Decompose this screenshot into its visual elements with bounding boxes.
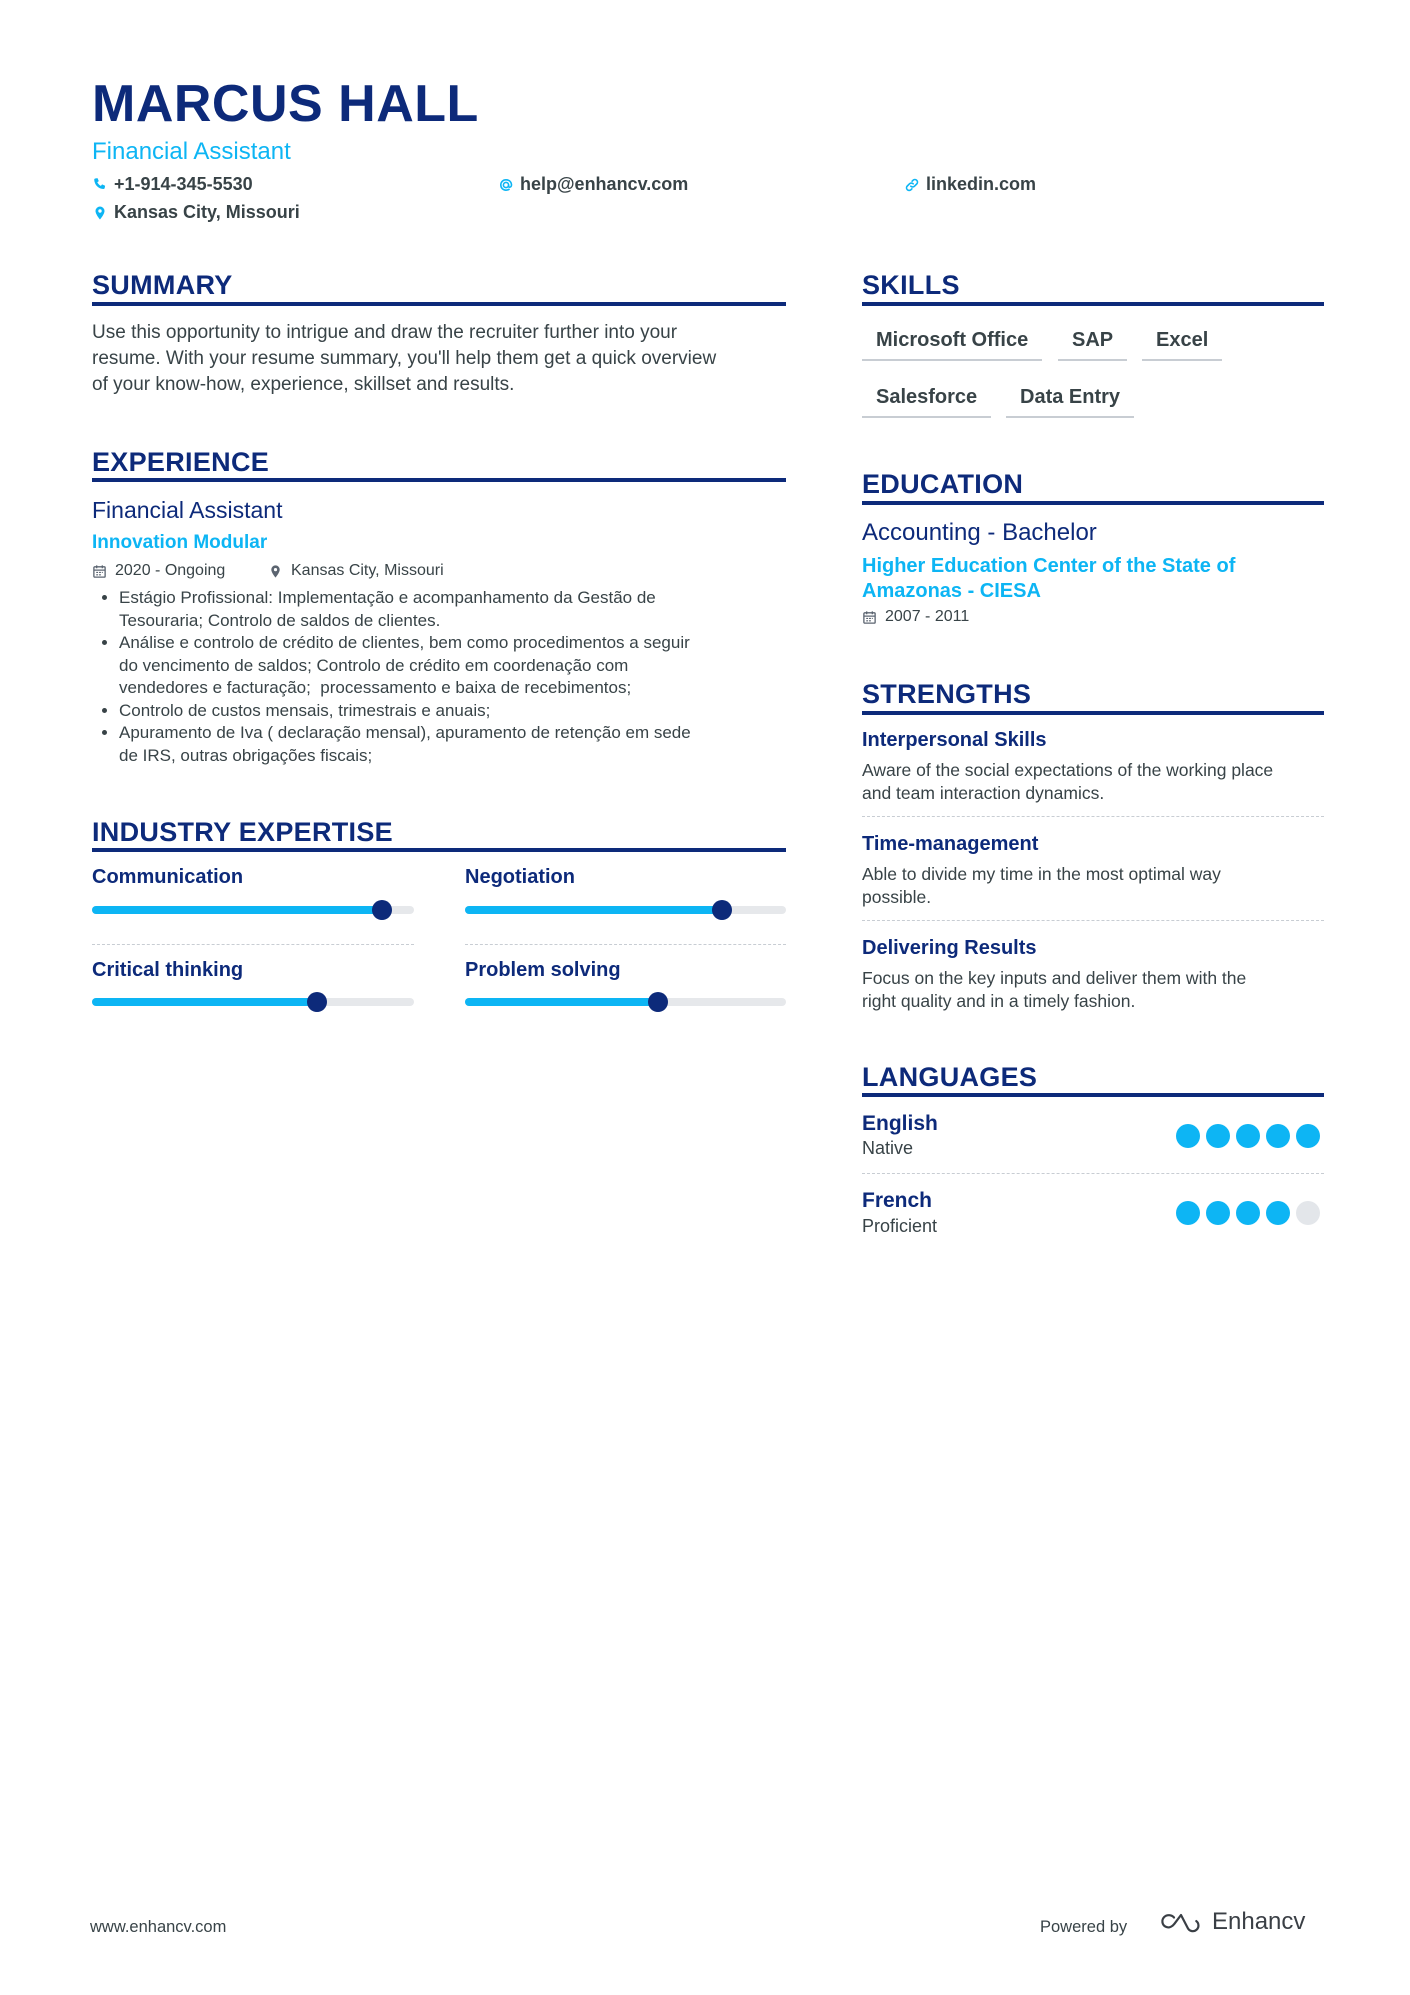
expertise-bar-knob	[712, 900, 732, 920]
language-level: Proficient	[862, 1216, 938, 1236]
languages-heading: LANGUAGES	[862, 1062, 1038, 1092]
rating-dot-empty	[1296, 1201, 1320, 1225]
bullet-line: Tesouraria; Controlo de saldos de clientes.	[119, 610, 441, 630]
link-icon	[904, 177, 920, 193]
rating-dot-filled	[1176, 1201, 1200, 1225]
bullet-line: • Apuramento de Iva ( declaração mensal), apuramento de retenção em sede	[119, 723, 691, 742]
experience-bullet	[119, 632, 813, 700]
location-contact	[92, 202, 300, 223]
skills-rule	[862, 302, 1324, 306]
skill-tag: SAP	[1058, 325, 1127, 361]
rating-dot-filled	[1266, 1124, 1290, 1148]
expertise-label: Negotiation	[465, 866, 575, 888]
email-text: help@enhancv.com	[520, 174, 689, 194]
enhancv-logo-icon	[1158, 1909, 1204, 1935]
footer-url[interactable]: www.enhancv.com	[90, 1918, 227, 1936]
expertise-bar-fill	[465, 906, 722, 914]
divider	[862, 1173, 1324, 1174]
skill-tag: Data Entry	[1006, 382, 1134, 418]
expertise-bar	[92, 998, 414, 1006]
at-icon	[498, 177, 514, 193]
divider	[862, 816, 1324, 817]
job-dates	[92, 562, 225, 580]
rating-dot-filled	[1236, 1124, 1260, 1148]
strength-desc-line: Aware of the social expectations of the working place	[862, 760, 1274, 780]
education-rule	[862, 501, 1324, 505]
summary-heading: SUMMARY	[92, 270, 233, 300]
school-line: Higher Education Center of the State of	[862, 555, 1236, 577]
strength-desc-line: Able to divide my time in the most optimal way	[862, 864, 1221, 884]
candidate-title: Financial Assistant	[92, 138, 291, 165]
strength-title: Time-management	[862, 833, 1039, 855]
education-dates-text: 2007 - 2011	[885, 608, 970, 625]
job-location	[268, 562, 444, 580]
strength-title: Interpersonal Skills	[862, 729, 1047, 751]
powered-by: Powered by	[1040, 1918, 1128, 1936]
expertise-bar-fill	[92, 906, 382, 914]
strengths-heading: STRENGTHS	[862, 679, 1032, 709]
expertise-bar	[92, 906, 414, 914]
expertise-label: Problem solving	[465, 959, 621, 981]
rating-dot-filled	[1296, 1124, 1320, 1148]
experience-bullet	[119, 722, 813, 767]
language-rating	[1176, 1124, 1320, 1148]
strength-title: Delivering Results	[862, 937, 1037, 959]
company-name: Innovation Modular	[92, 532, 268, 553]
experience-rule	[92, 478, 786, 482]
expertise-bar	[465, 906, 786, 914]
rating-dot-filled	[1266, 1201, 1290, 1225]
experience-bullet	[119, 587, 813, 632]
degree-title: Accounting - Bachelor	[862, 519, 1097, 546]
calendar-icon	[92, 564, 107, 579]
calendar-icon	[862, 610, 877, 625]
summary-rule	[92, 302, 786, 306]
language-name: French	[862, 1189, 933, 1212]
rating-dot-filled	[1206, 1124, 1230, 1148]
school-name	[862, 554, 1282, 604]
skill-tag: Microsoft Office	[862, 325, 1042, 361]
summary-line: of your know-how, experience, skillset and results.	[92, 374, 515, 395]
strength-desc-line: Focus on the key inputs and deliver them with the	[862, 968, 1247, 988]
phone-text: +1-914-345-5530	[114, 174, 253, 194]
brand-logo	[1158, 1908, 1305, 1936]
divider	[862, 920, 1324, 921]
rating-dot-filled	[1206, 1201, 1230, 1225]
strength-desc	[862, 967, 1324, 1012]
location-text: Kansas City, Missouri	[114, 202, 300, 222]
expertise-bar-knob	[648, 992, 668, 1012]
strength-desc-line: possible.	[862, 886, 932, 907]
divider	[465, 944, 786, 945]
expertise-bar-fill	[465, 998, 658, 1006]
school-line: Amazonas - CIESA	[862, 580, 1041, 602]
candidate-name: MARCUS HALL	[92, 75, 479, 133]
rating-dot-filled	[1176, 1124, 1200, 1148]
map-pin-icon	[268, 564, 283, 579]
strength-desc	[862, 759, 1324, 804]
phone-icon	[92, 177, 108, 193]
education-dates	[862, 608, 969, 626]
bullet-line: • Controlo de custos mensais, trimestrais e anuais;	[119, 700, 491, 720]
bullet-line: • Estágio Profissional: Implementação e acompanhamento da Gestão de	[119, 588, 656, 607]
strengths-rule	[862, 711, 1324, 715]
divider	[92, 944, 414, 945]
map-pin-icon	[92, 205, 108, 221]
phone-contact[interactable]	[92, 174, 253, 195]
expertise-bar-fill	[92, 998, 317, 1006]
experience-bullet	[119, 700, 813, 723]
linkedin-text: linkedin.com	[926, 174, 1037, 194]
bullet-line: vendedores e facturação; processamento e baixa de recebimentos;	[119, 678, 632, 697]
job-dates-text: 2020 - Ongoing	[115, 562, 226, 579]
language-name: English	[862, 1112, 938, 1135]
expertise-label: Communication	[92, 866, 244, 888]
summary-text	[92, 320, 786, 398]
industry-expertise-heading: INDUSTRY EXPERTISE	[92, 817, 393, 847]
summary-line: resume. With your resume summary, you'll help them get a quick overview	[92, 348, 717, 369]
job-location-text: Kansas City, Missouri	[291, 562, 444, 579]
bullet-line: de IRS, outras obrigações fiscais;	[119, 745, 373, 765]
experience-bullets	[92, 587, 813, 767]
strength-desc-line: and team interaction dynamics.	[862, 782, 1105, 803]
expertise-label: Critical thinking	[92, 959, 244, 981]
strength-desc	[862, 863, 1324, 908]
expertise-bar-knob	[307, 992, 327, 1012]
expertise-bar	[465, 998, 786, 1006]
languages-rule	[862, 1093, 1324, 1097]
bullet-line: • Análise e controlo de crédito de clientes, bem como procedimentos a seguir	[119, 633, 690, 652]
summary-line: Use this opportunity to intrigue and draw the recruiter further into your	[92, 322, 678, 343]
skills-heading: SKILLS	[862, 270, 960, 300]
industry-expertise-rule	[92, 848, 786, 852]
skill-tag: Salesforce	[862, 382, 991, 418]
expertise-bar-knob	[372, 900, 392, 920]
email-contact[interactable]	[498, 174, 688, 195]
bullet-line: do vencimento de saldos; Controlo de crédito em coordenação com	[119, 655, 629, 675]
linkedin-contact[interactable]	[904, 174, 1036, 195]
experience-heading: EXPERIENCE	[92, 447, 270, 477]
language-rating	[1176, 1201, 1320, 1225]
job-title: Financial Assistant	[92, 497, 283, 523]
strength-desc-line: right quality and in a timely fashion.	[862, 990, 1136, 1011]
brand-name: Enhancv	[1212, 1908, 1306, 1935]
language-level: Native	[862, 1138, 914, 1158]
skill-tag: Excel	[1142, 325, 1222, 361]
education-heading: EDUCATION	[862, 469, 1024, 499]
rating-dot-filled	[1236, 1201, 1260, 1225]
